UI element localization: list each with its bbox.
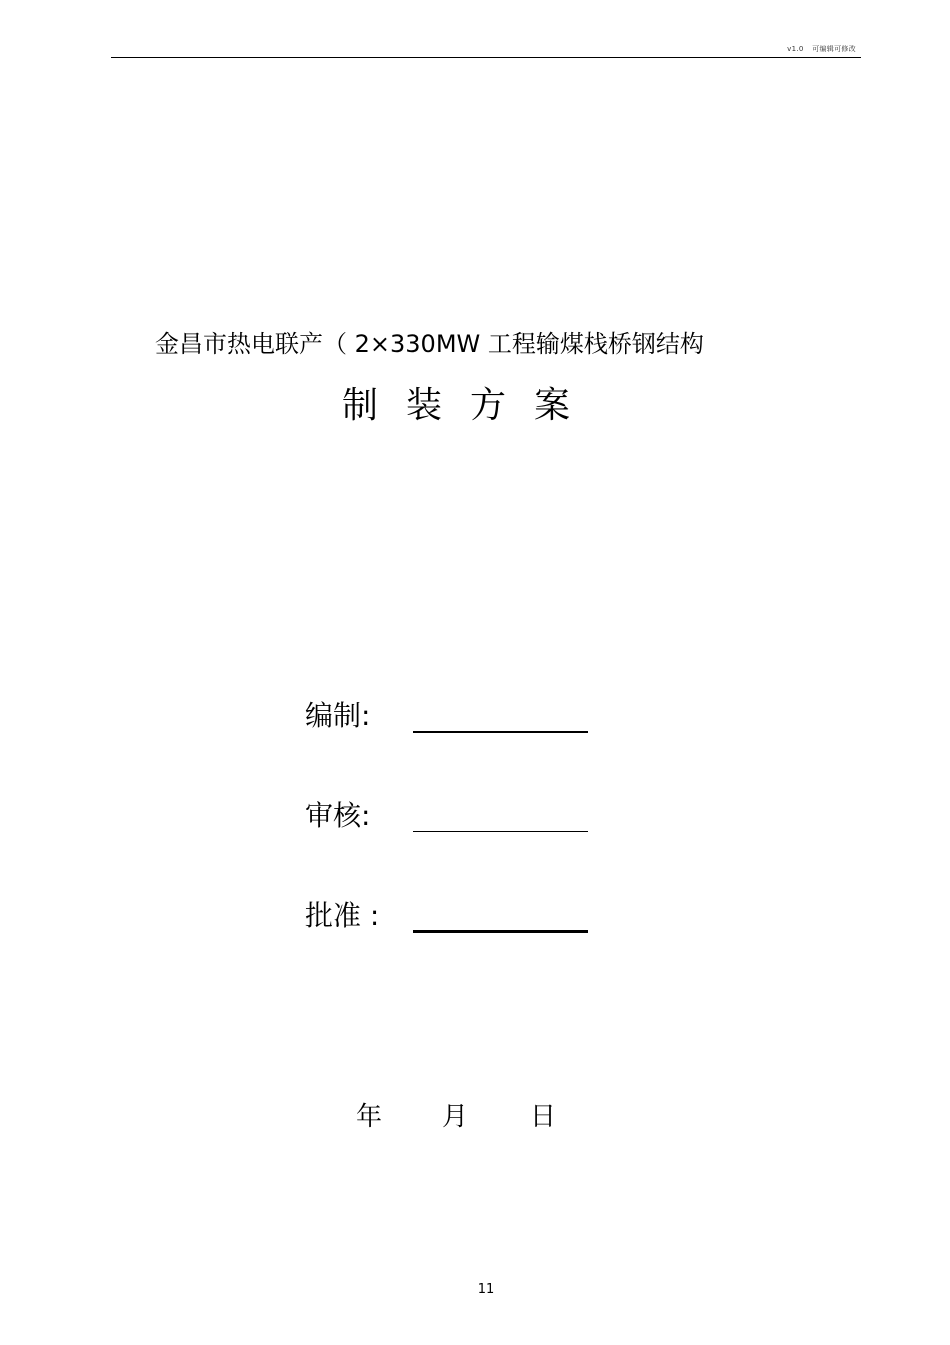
project-title: 金昌市热电联产（ 2×330MW 工程输煤栈桥钢结构 bbox=[155, 330, 704, 358]
reviewed-by-line bbox=[413, 831, 588, 832]
approved-by-line bbox=[413, 930, 588, 933]
prepared-by-line bbox=[413, 731, 588, 733]
date-year-label: 年 bbox=[356, 1102, 383, 1132]
header-meta bbox=[781, 44, 856, 54]
signature-row-approved bbox=[305, 898, 605, 938]
reviewed-by-label: 审核: bbox=[305, 799, 371, 832]
signature-row-reviewed bbox=[305, 798, 605, 838]
page-number: 11 bbox=[477, 1282, 495, 1297]
date-day-label: 日 bbox=[530, 1102, 557, 1132]
date-line bbox=[356, 1100, 556, 1134]
header-divider bbox=[111, 57, 861, 58]
editable-note: 可编辑可修改 bbox=[812, 45, 856, 53]
document-title: 制装方案 bbox=[342, 385, 599, 426]
prepared-by-label: 编制: bbox=[305, 699, 371, 732]
approved-by-label: 批准 : bbox=[305, 899, 380, 932]
date-month-label: 月 bbox=[442, 1102, 469, 1132]
signature-row-prepared bbox=[305, 698, 605, 738]
version-label: v1.0 bbox=[787, 45, 804, 53]
